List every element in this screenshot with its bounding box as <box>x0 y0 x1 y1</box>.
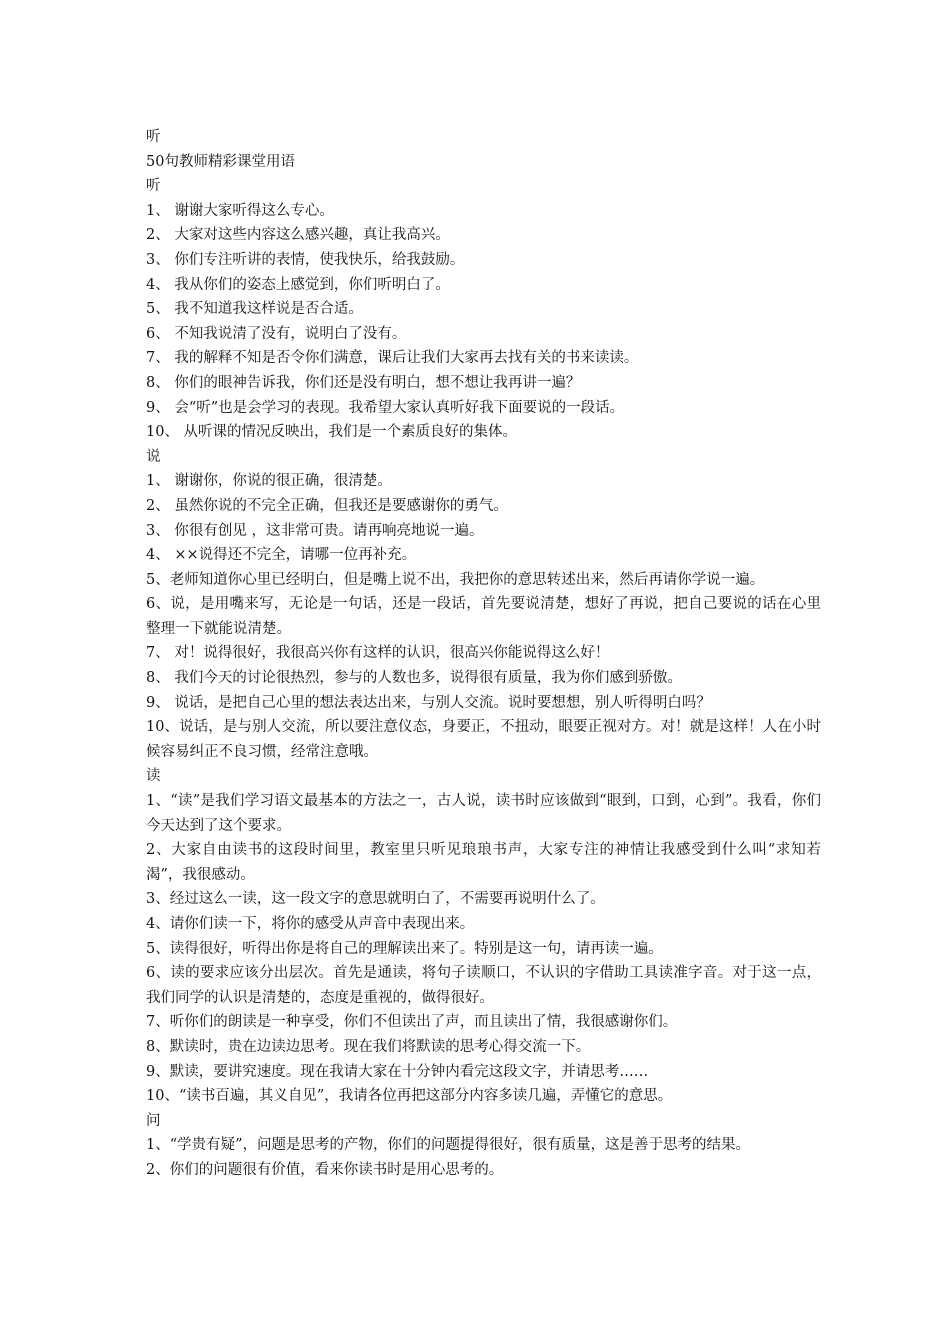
listen-item: 9、 会“听”也是会学习的表现。我希望大家认真听好我下面要说的一段话。 <box>146 399 625 416</box>
read-item: 7、听你们的朗读是一种享受，你们不但读出了声，而且读出了情，我很感谢你们。 <box>146 1014 678 1031</box>
listen-item: 7、 我的解释不知是否令你们满意，课后让我们大家再去找有关的书来读读。 <box>146 350 639 367</box>
speak-item: 7、 对！说得很好，我很高兴你有这样的认识，很高兴你能说得这么好！ <box>146 645 610 662</box>
read-item: 4、请你们读一下，将你的感受从声音中表现出来。 <box>146 916 475 932</box>
speak-item: 1、 谢谢你，你说的很正确，很清楚。 <box>146 473 392 490</box>
top-label: 听 <box>146 129 161 145</box>
listen-item: 3、 你们专注听讲的表情，使我快乐，给我鼓励。 <box>146 251 465 268</box>
speak-item: 9、 说话，是把自己心里的想法表达出来，与别人交流。说时要想想，别人听得明白吗？ <box>146 694 711 711</box>
read-item: 3、经过这么一读，这一段文字的意思就明白了，不需要再说明什么了。 <box>146 891 605 908</box>
ask-item: 1、“学贵有疑”，问题是思考的产物，你们的问题提得很好，很有质量，这是善于思考的结果。 <box>146 1137 751 1154</box>
listen-item: 4、 我从你们的姿态上感觉到，你们听明白了。 <box>146 276 450 293</box>
speak-item: 3、 你很有创见 ，这非常可贵。请再响亮地说一遍。 <box>146 522 484 539</box>
speak-item: 2、 虽然你说的不完全正确，但我还是要感谢你的勇气。 <box>146 497 508 514</box>
read-item: 9、默读，要讲究速度。现在我请大家在十分钟内看完这段文字，并请思考…… <box>146 1063 649 1080</box>
read-item: 6、读的要求应该分出层次。首先是通读，将句子读顺口，不认识的字借助工具读准字音。对于这一点，我们同学的认识是清楚的，态度是重视的，做得很好。 <box>146 965 821 1006</box>
section-heading-ask: 问 <box>146 1112 161 1129</box>
speak-item: 4、 ××说得还不完全，请哪一位再补充。 <box>146 547 417 564</box>
read-item: 5、读得很好，听得出你是将自己的理解读出来了。特别是这一句，请再读一遍。 <box>146 940 663 957</box>
read-item: 2、大家自由读书的这段时间里，教室里只听见琅琅书声，大家专注的神情让我感受到什么叫“求知若渴”，我很感动。 <box>146 842 821 883</box>
section-heading-speak: 说 <box>146 448 161 465</box>
document-body <box>146 125 821 1183</box>
speak-item: 10、说话，是与别人交流，所以要注意仪态，身要正，不扭动，眼要正视对方。对！就是这样！人在小时候容易纠正不良习惯，经常注意哦。 <box>146 719 821 760</box>
listen-item: 5、 我不知道我这样说是否合适。 <box>146 301 363 318</box>
speak-item: 6、说，是用嘴来写，无论是一句话，还是一段话，首先要说清楚，想好了再说，把自己要说的话在心里整理一下就能说清楚。 <box>146 596 821 637</box>
speak-item: 8、 我们今天的讨论很热烈，参与的人数也多，说得很有质量，我为你们感到骄傲。 <box>146 670 682 687</box>
listen-item: 1、 谢谢大家听得这么专心。 <box>146 202 334 219</box>
read-item: 1、“读”是我们学习语文最基本的方法之一，古人说，读书时应该做到“眼到，口到，心到”。我看，你们今天达到了这个要求。 <box>146 793 821 834</box>
ask-item: 2、你们的问题很有价值，看来你读书时是用心思考的。 <box>146 1161 504 1178</box>
section-heading-listen: 听 <box>146 178 161 195</box>
document-title: 50句教师精彩课堂用语 <box>146 153 295 170</box>
speak-item: 5、老师知道你心里已经明白，但是嘴上说不出，我把你的意思转述出来，然后再请你学说一遍。 <box>146 571 765 588</box>
read-item: 10、“读书百遍，其义自见”，我请各位再把这部分内容多读几遍，弄懂它的意思。 <box>146 1088 673 1105</box>
listen-item: 2、 大家对这些内容这么感兴趣，真让我高兴。 <box>146 227 450 244</box>
read-item: 8、默读时，贵在边读边思考。现在我们将默读的思考心得交流一下。 <box>146 1038 591 1055</box>
listen-item: 8、 你们的眼神告诉我，你们还是没有明白，想不想让我再讲一遍？ <box>146 374 581 391</box>
listen-item: 10、 从听课的情况反映出，我们是一个素质良好的集体。 <box>146 424 518 441</box>
listen-item: 6、 不知我说清了没有，说明白了没有。 <box>146 325 407 342</box>
section-heading-read: 读 <box>146 768 161 785</box>
